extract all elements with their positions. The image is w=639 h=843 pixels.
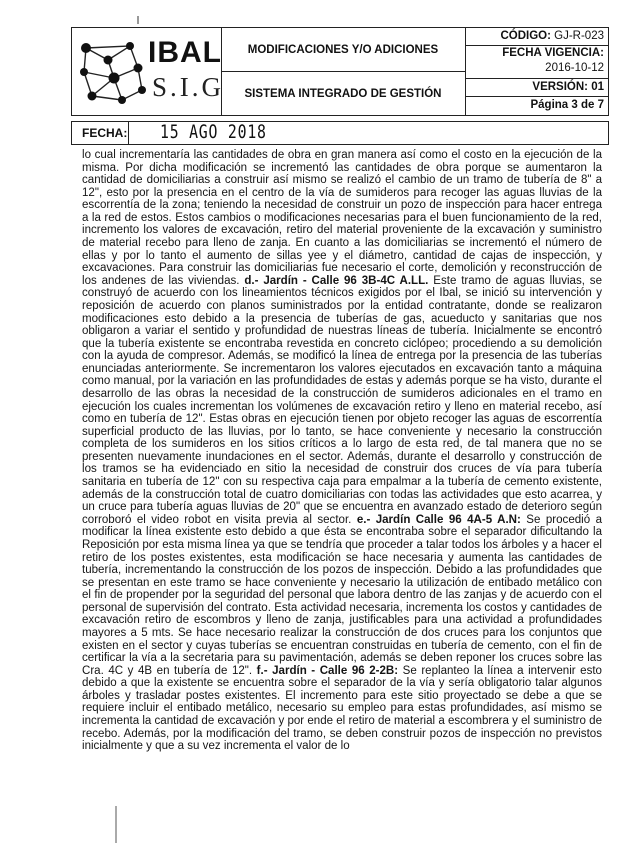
divider: [465, 96, 608, 97]
divider: [465, 78, 608, 79]
section-heading-f: f.- Jardín - Calle 96 2-2B:: [256, 664, 399, 677]
system-title: SISTEMA INTEGRADO DE GESTIÓN: [244, 87, 442, 100]
logo-subtitle: S.I.G: [152, 72, 225, 102]
text-segment: Este tramo de aguas lluvias, se construyó de acuerdo con los lineamientos técnicos exigidos por el Ibal, se inició su intervención y reposición de acuerdo con planos suministrados por la entidad contratante, donde se realizaron modificaciones esto debido a la presencia de tuberías de gas, acueducto y sanitarias que nos obligaron a variar el sentido y profundidad de nuestras líneas de tubería. Inicialmente se encontró que la tubería existente se encontraba revestida en concreto ciclópeo; procediendo a su demolición con la ayuda de compresor. Además, se modificó la línea de entrega por la presencia de las tuberías enunciadas anteriormente. Se incrementaron los valores ejecutados en excavación tanto a máquina como manual, por la variación en las profundidades de estas y además porque se ha visto, durante el desarrollo de las obras la necesidad de la construcción de sumideros adicionales en el tramo en ejecución los cuales incrementan los volúmenes de excavación retiro y lleno en material recebo, así como en tubería de 12". Estas obras en ejecución tienen por objeto recoger las aguas de escorrentía superficial producto de las lluvias, por lo tanto, se hace conveniente y necesario la construcción completa de los sumideros en los sitios críticos a lo largo de esta red, de tal manera que no se presenten nuevamente inundaciones en el sector. Además, durante el desarrollo y construcción de los tramos se ha evidenciado en sitio la necesidad de construir dos cruces de vía para tubería sanitaria en tubería de 12" con su respectiva caja para empalmar a la tubería de cemento existente, además de la construcción total de cuatro domiciliarias con todas las actividades que esto acarrea, y un cruce para tubería aguas lluvias de 20" que se encuentra en avanzado estado de deterioro según corroboró el video robot en visita previa al sector.: [82, 274, 602, 526]
section-heading-d: d.- Jardín - Calle 96 3B-4C A.LL.: [244, 274, 429, 287]
version-label: VERSIÓN:: [532, 81, 588, 93]
text-segment: lo cual incrementaría las cantidades de obra en gran manera así como el costo en la ejecución de la misma. Por dicha modificación se incrementó las cantidades de obra porque se aumentaron la cantidad de domiciliarias a construir así mismo se realizó el cambio de un tramo de tubería de 8" a 12", esto por la presencia en el centro de la vía de sumideros para recoger las aguas lluvias de la escorrentía de la zona; teniendo la necesidad de construir un pozo de inspección para hacer entrega a la red de estos. Estos cambios o modificaciones necesarias para el buen funcionamiento de la red, incremento los valores de excavación, retiro del material proveniente de la excavación y suministro de material recebo para lleno de zanja. En cuanto a las domiciliarias se incrementó el número de ellas y por lo tanto el aumento de sillas yee y el diámetro, cantidad de cajas de inspección, y excavaciones. Para construir las domiciliarias fue necesario el corte, demolición y reconstrucción de los andenes de las viviendas.: [82, 149, 602, 287]
body-text: [82, 149, 602, 753]
date-stamp: 15 AGO 2018: [160, 121, 267, 143]
text-segment: Se replanteo la línea a intervenir esto debido a que la existente se encuentra sobre el separador de la vía y sería obligatorio talar algunos árboles y trasladar postes existentes. El incremento para este sitio proyectado se debe a que se requiere incluir el entibado metálico, necesario su empleo para estas profundidades, así mismo se incrementa la cantidad de excavación y por ende el retiro de material a escombrera y el suministro de recebo. Además, por la modificación del tramo, se deben construir pozos de inspección no previstos inicialmente y que a su vez incrementa el valor de lo: [82, 664, 602, 753]
date-row: [71, 121, 609, 145]
version-line: [532, 81, 604, 93]
version-value: 01: [591, 81, 604, 93]
date-label: FECHA:: [82, 126, 128, 140]
vigencia-label: FECHA VIGENCIA:: [502, 47, 604, 59]
logo-name: IBAL: [148, 36, 222, 69]
logo: [72, 28, 225, 115]
vigencia-value: 2016-10-12: [545, 62, 604, 74]
code-label: CÓDIGO:: [500, 30, 551, 42]
paragraph: [82, 149, 602, 753]
header-table: [71, 27, 609, 116]
document-title: MODIFICACIONES Y/O ADICIONES: [221, 28, 465, 72]
section-heading-e: e.- Jardín Calle 96 4A-5 A.N:: [356, 513, 521, 526]
divider: [465, 45, 608, 46]
code-line: [500, 30, 604, 42]
code-cell: [465, 28, 608, 115]
code-value: GJ-R-023: [554, 30, 604, 42]
text-segment: Se procedió a modificar la línea existente esto debido a que ésta se encontraba sobre el separador dificultando la Reposición por esta misma línea ya que se tendría que proceder a talar todos los árboles y a hacer el retiro de los postes existentes, esta modificación se hace necesaria y aumenta las cantidades de tubería, incrementando la construcción de los pozos de inspección. Debido a las profundidades que se presentan en este tramo se hace conveniente y necesario la utilización de entibado metálico con el fin de propender por la seguridad del personal que labora dentro de las zanjas y de acuerdo con el personal de supervisión del contrato. Esta actividad necesaria, incrementa los costos y cantidades de excavación retiro de escombros y lleno de zanja, justificables para una actividad a profundidades mayores a 5 mts. Se hace necesario realizar la construcción de dos cruces para los conjuntos que existen en el sector y cuyas tuberías se encuentran construidas en tubería de cemento, con el fin de certificar la vía a la secretaria para su pavimentación, además se deben reponer los cruces sobre las Cra. 4C y 4B en tubería de 12".: [82, 513, 603, 677]
title-cell: [221, 28, 466, 115]
page-number: Página 3 de 7: [530, 99, 604, 111]
network-logo-icon: [78, 38, 150, 106]
